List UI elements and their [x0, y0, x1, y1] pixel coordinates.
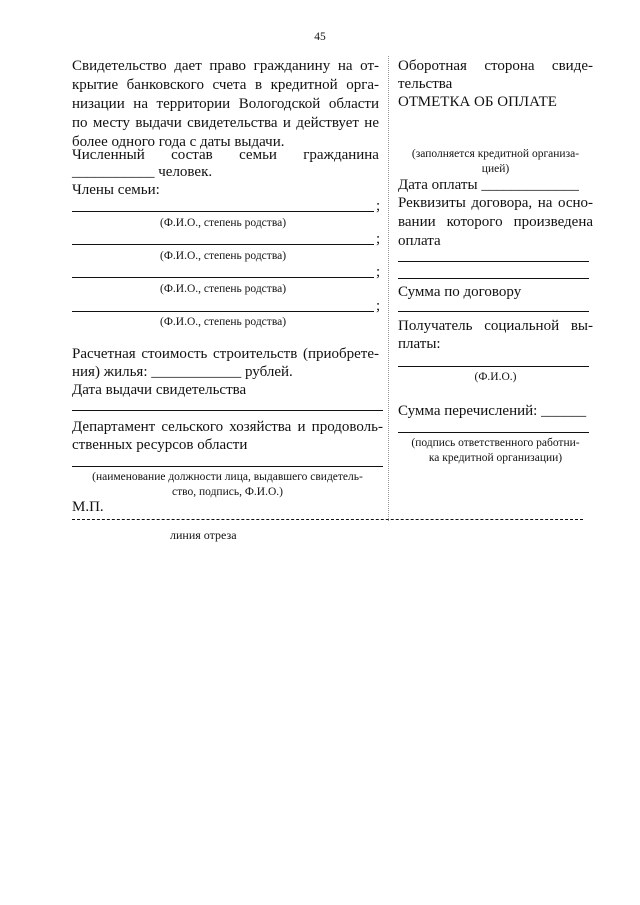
member-caption: (Ф.И.О., степень родства) [160, 250, 287, 262]
department-line: Департамент сельского хозяйства и продоволь- [72, 419, 383, 435]
payment-mark-title: ОТМЕТКА ОБ ОПЛАТЕ [398, 94, 557, 110]
family-word: гражданина [303, 147, 379, 163]
signature-caption-line: ка кредитной организации) [428, 452, 563, 464]
contract-sum-line [398, 311, 589, 312]
family-word: Численный [72, 147, 145, 163]
family-count-line [72, 163, 212, 182]
family-word: семьи [239, 147, 277, 163]
issue-date-line [72, 410, 383, 411]
intro-line: низации на территории Вологодской области [72, 96, 379, 112]
contract-details [398, 194, 593, 251]
member-semicolon: ; [376, 298, 381, 314]
family-count-blank: ___________ [72, 164, 155, 180]
cut-line [72, 519, 583, 520]
column-divider [388, 56, 389, 521]
contract-details-line: вании которого произведена [398, 214, 593, 230]
recipient-line: платы: [398, 336, 441, 352]
department-line: ственных ресурсов области [72, 437, 248, 453]
cost-unit: рублей. [244, 364, 293, 380]
member-caption: (Ф.И.О., степень родства) [160, 217, 287, 229]
intro-line: Свидетельство дает право гражданину на от- [72, 58, 379, 74]
issue-date-label: Дата выдачи свидетельства [72, 382, 247, 398]
fio-caption: (Ф.И.О.) [474, 371, 517, 383]
members-label: Члены семьи: [72, 182, 160, 198]
contract-details-line: оплата [398, 233, 441, 249]
member-line [72, 277, 374, 278]
recipient-name-line [398, 366, 589, 367]
signature-caption-line: (подпись ответственного работни- [411, 437, 580, 449]
member-semicolon: ; [376, 198, 381, 214]
cost-value-line [72, 363, 293, 382]
official-line [72, 466, 383, 467]
contract-details-line: Реквизиты договора, на осно- [398, 195, 593, 211]
official-caption [72, 470, 383, 500]
transfer-sum-blank: ______ [541, 403, 587, 419]
reverse-word: сторона [484, 58, 535, 74]
contract-line [398, 278, 589, 279]
recipient-line: Получатель социальной вы- [398, 318, 593, 334]
intro-line: по месту выдачи свидетельства и действует не [72, 115, 379, 131]
reverse-word: Оборотная [398, 58, 467, 74]
contract-sum-label: Сумма по договору [398, 284, 522, 300]
intro-paragraph [72, 57, 379, 152]
reverse-side-line: тельства [398, 76, 453, 92]
member-line [72, 244, 374, 245]
bank-caption [398, 147, 593, 177]
member-semicolon: ; [376, 264, 381, 280]
payment-date-line [398, 176, 579, 195]
cost-line: Расчетная стоимость строительств (приобрете- [72, 346, 379, 362]
bank-caption-line: (заполняется кредитной организа- [411, 148, 580, 160]
family-unit: человек. [158, 164, 213, 180]
cut-line-label: линия отреза [170, 528, 237, 542]
payment-date-blank: _____________ [481, 177, 579, 193]
cost-blank: ____________ [151, 364, 242, 380]
cost-prefix: ния) жилья: [72, 364, 148, 380]
official-caption-line: ство, подпись, Ф.И.О.) [172, 486, 283, 498]
contract-line [398, 261, 589, 262]
member-line [72, 311, 374, 312]
intro-line: крытие банковского счета в кредитной орга- [72, 77, 379, 93]
intro-line: более одного года с даты выдачи. [72, 134, 285, 150]
reverse-side-line [398, 57, 593, 76]
member-caption: (Ф.И.О., степень родства) [160, 316, 287, 328]
page-number: 45 [314, 31, 326, 43]
member-caption: (Ф.И.О., степень родства) [160, 283, 287, 295]
payment-date-label: Дата оплаты [398, 177, 478, 193]
reverse-word: свиде- [551, 58, 593, 74]
signature-caption [398, 436, 593, 466]
member-semicolon: ; [376, 231, 381, 247]
transfer-sum-line [398, 402, 586, 421]
signature-line [398, 432, 589, 433]
family-word: состав [171, 147, 213, 163]
member-line [72, 211, 374, 212]
bank-caption-line: цией) [481, 163, 510, 175]
official-caption-line: (наименование должности лица, выдавшего свидетель- [92, 471, 363, 483]
transfer-sum-label: Сумма перечислений: [398, 403, 538, 419]
stamp-label: М.П. [72, 499, 104, 515]
